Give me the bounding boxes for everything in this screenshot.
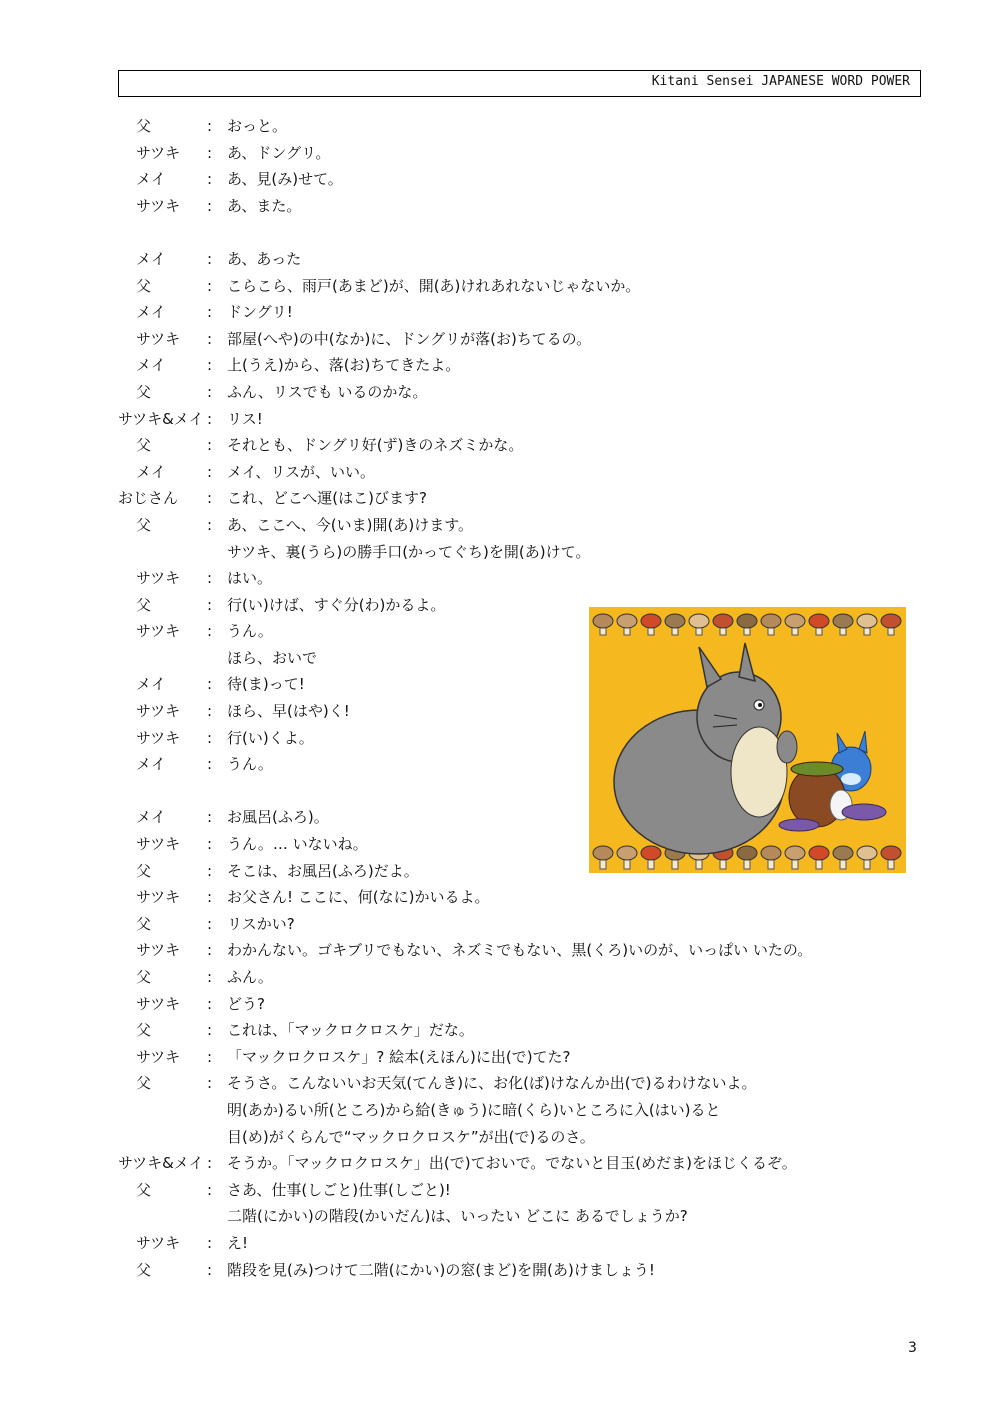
dialogue-text: 階段を見(み)つけて二階(にかい)の窓(まど)を開(あ)けましょう! [227,1260,655,1279]
dialogue-text: そうか。「マックロクロスケ」出(で)ておいで。でないと目玉(めだま)をほじくるぞ。 [227,1154,797,1173]
dialogue-text: 行(い)けば、すぐ分(わ)かるよ。 [227,595,446,614]
speaker-colon: : [207,888,213,907]
speaker-name: サツキ [136,728,181,747]
speaker-name: メイ [136,462,166,481]
dialogue-text: あ、ドングリ。 [227,143,331,162]
dialogue-text: ドングリ! [227,303,293,322]
speaker-name: 父 [136,1021,152,1040]
dialogue-line [0,113,992,140]
dialogue-line [0,937,992,964]
dialogue-text: 二階(にかい)の階段(かいだん)は、いったい どこに あるでしょうか? [227,1207,688,1226]
dialogue-line [0,1017,992,1044]
header-box [118,70,921,97]
dialogue-line [0,884,992,911]
dialogue-line [0,459,992,486]
speaker-name: サツキ [136,835,181,854]
speaker-name: 父 [136,1180,152,1199]
dialogue-line [0,193,992,220]
speaker-colon: : [207,409,213,428]
dialogue-text: そうさ。こんないいお天気(てんき)に、お化(ば)けなんか出(で)るわけないよ。 [227,1074,757,1093]
speaker-colon: : [207,170,213,189]
speaker-colon: : [207,1021,213,1040]
speaker-name: 父 [136,382,152,401]
speaker-colon: : [207,196,213,215]
speaker-colon: : [207,1180,213,1199]
dialogue-line [0,432,992,459]
speaker-name: 父 [136,515,152,534]
speaker-name: おじさん [118,489,179,508]
speaker-colon: : [207,755,213,774]
speaker-name: 父 [136,861,152,880]
speaker-colon: : [207,808,213,827]
dialogue-text: お風呂(ふろ)。 [227,808,329,827]
dialogue-line [0,246,992,273]
speaker-colon: : [207,276,213,295]
dialogue-text: 部屋(へや)の中(なか)に、ドングリが落(お)ちてるの。 [227,329,592,348]
speaker-colon: : [207,595,213,614]
speaker-colon: : [207,1154,213,1173]
speaker-colon: : [207,436,213,455]
dialogue-text: うん。 [227,622,273,641]
speaker-name: 父 [136,914,152,933]
page-number: 3 [908,1340,917,1356]
dialogue-text: はい。 [227,569,273,588]
dialogue-text: メイ、リスが、いい。 [227,462,376,481]
dialogue-line [0,352,992,379]
speaker-name: 父 [136,436,152,455]
dialogue-line [0,166,992,193]
speaker-colon: : [207,1233,213,1252]
dialogue-line [0,140,992,167]
speaker-colon: : [207,515,213,534]
speaker-colon: : [207,143,213,162]
speaker-colon: : [207,489,213,508]
dialogue-text: リスかい? [227,914,295,933]
speaker-colon: : [207,303,213,322]
dialogue-line [0,1230,992,1257]
dialogue-line [0,1044,992,1071]
speaker-colon: : [207,569,213,588]
dialogue-line [0,964,992,991]
dialogue-line [0,1203,992,1230]
dialogue-line [0,406,992,433]
dialogue-line [0,299,992,326]
dialogue-text: 上(うえ)から、落(お)ちてきたよ。 [227,356,461,375]
speaker-name: サツキ [136,888,181,907]
speaker-colon: : [207,861,213,880]
speaker-name: サツキ [136,994,181,1013]
speaker-name: 父 [136,1074,152,1093]
dialogue-line [0,1150,992,1177]
speaker-name: サツキ [136,622,181,641]
dialogue-text: リス! [227,409,263,428]
dialogue-line [0,911,992,938]
speaker-name: 父 [136,595,152,614]
speaker-name: メイ [136,303,166,322]
speaker-name: サツキ [136,569,181,588]
dialogue-text: さあ、仕事(しごと)仕事(しごと)! [227,1180,451,1199]
speaker-colon: : [207,994,213,1013]
speaker-name: サツキ&メイ [118,409,204,428]
dialogue-line [0,512,992,539]
dialogue-text: どう? [227,994,265,1013]
speaker-name: メイ [136,675,166,694]
dialogue-text: サツキ、裏(うら)の勝手口(かってぐち)を開(あ)けて。 [227,542,591,561]
dialogue-line [0,1070,992,1097]
dialogue-text: これは、「マックロクロスケ」だな。 [227,1021,474,1040]
speaker-colon: : [207,914,213,933]
speaker-colon: : [207,117,213,135]
dialogue-line [0,1257,992,1284]
speaker-colon: : [207,622,213,641]
speaker-colon: : [207,728,213,747]
dialogue-line [0,379,992,406]
speaker-colon: : [207,835,213,854]
speaker-name: メイ [136,356,166,375]
speaker-name: メイ [136,808,166,827]
speaker-colon: : [207,968,213,986]
speaker-name: サツキ [136,1233,181,1252]
dialogue-line [0,539,992,566]
dialogue-line [0,485,992,512]
speaker-colon: : [207,462,213,481]
dialogue-text: うん。… いないね。 [227,835,368,854]
dialogue-text: あ、また。 [227,196,302,215]
speaker-name: サツキ&メイ [118,1154,204,1173]
dialogue-text: あ、あった [227,249,302,268]
speaker-name: サツキ [136,1047,181,1066]
speaker-colon: : [207,1047,213,1066]
speaker-colon: : [207,356,213,375]
dialogue-text: え! [227,1233,249,1252]
dialogue-text: ほら、早(はや)く! [227,702,350,721]
speaker-colon: : [207,1260,213,1279]
speaker-colon: : [207,941,213,960]
speaker-colon: : [207,675,213,694]
speaker-name: サツキ [136,702,181,721]
dialogue-text: それとも、ドングリ好(ず)きのネズミかな。 [227,436,524,455]
dialogue-text: 待(ま)って! [227,675,305,694]
dialogue-text: 目(め)がくらんで“マックロクロスケ”が出(で)るのさ。 [227,1127,595,1146]
speaker-colon: : [207,1074,213,1093]
dialogue-text: お父さん! ここに、何(なに)かいるよ。 [227,888,490,907]
dialogue-line [0,991,992,1018]
dialogue-text: これ、どこへ運(はこ)びます? [227,489,427,508]
dialogue-line [0,219,992,246]
speaker-name: サツキ [136,941,181,960]
header-title: Kitani Sensei JAPANESE WORD POWER [651,74,910,89]
speaker-name: メイ [136,755,166,774]
speaker-name: サツキ [136,329,181,348]
speaker-name: 父 [136,117,152,135]
dialogue-text: ほら、おいで [227,648,318,667]
speaker-name: メイ [136,249,166,268]
speaker-colon: : [207,702,213,721]
dialogue-text: あ、ここへ、今(いま)開(あ)けます。 [227,515,474,534]
dialogue-text: 行(い)くよ。 [227,728,314,747]
dialogue-text: こらこら、雨戸(あまど)が、開(あ)けれあれないじゃないか。 [227,276,641,295]
speaker-name: サツキ [136,143,181,162]
dialogue-text: うん。 [227,755,273,774]
speaker-name: 父 [136,276,152,295]
speaker-name: サツキ [136,196,181,215]
speaker-colon: : [207,382,213,401]
speaker-name: 父 [136,968,152,986]
dialogue-text: おっと。 [227,117,288,135]
dialogue-text: そこは、お風呂(ふろ)だよ。 [227,861,419,880]
dialogue-line [0,1097,992,1124]
dialogue-line [0,565,992,592]
dialogue-line [0,1177,992,1204]
speaker-name: メイ [136,170,166,189]
totoro-illustration [589,607,906,873]
dialogue-text: あ、見(み)せて。 [227,170,343,189]
speaker-colon: : [207,249,213,268]
speaker-colon: : [207,329,213,348]
dialogue-text: ふん、リスでも いるのかな。 [227,382,428,401]
dialogue-text: 明(あか)るい所(ところ)から給(きゅう)に暗(くら)いところに入(はい)ると [227,1100,721,1119]
dialogue-text: ふん。 [227,968,273,986]
speaker-name: 父 [136,1260,152,1279]
dialogue-line [0,1124,992,1151]
dialogue-text: 「マックロクロスケ」? 絵本(えほん)に出(で)てた? [227,1047,571,1066]
dialogue-line [0,326,992,353]
dialogue-text: わかんない。ゴキブリでもない、ネズミでもない、黒(くろ)いのが、いっぱい いたの。 [227,941,813,960]
dialogue-line [0,273,992,300]
